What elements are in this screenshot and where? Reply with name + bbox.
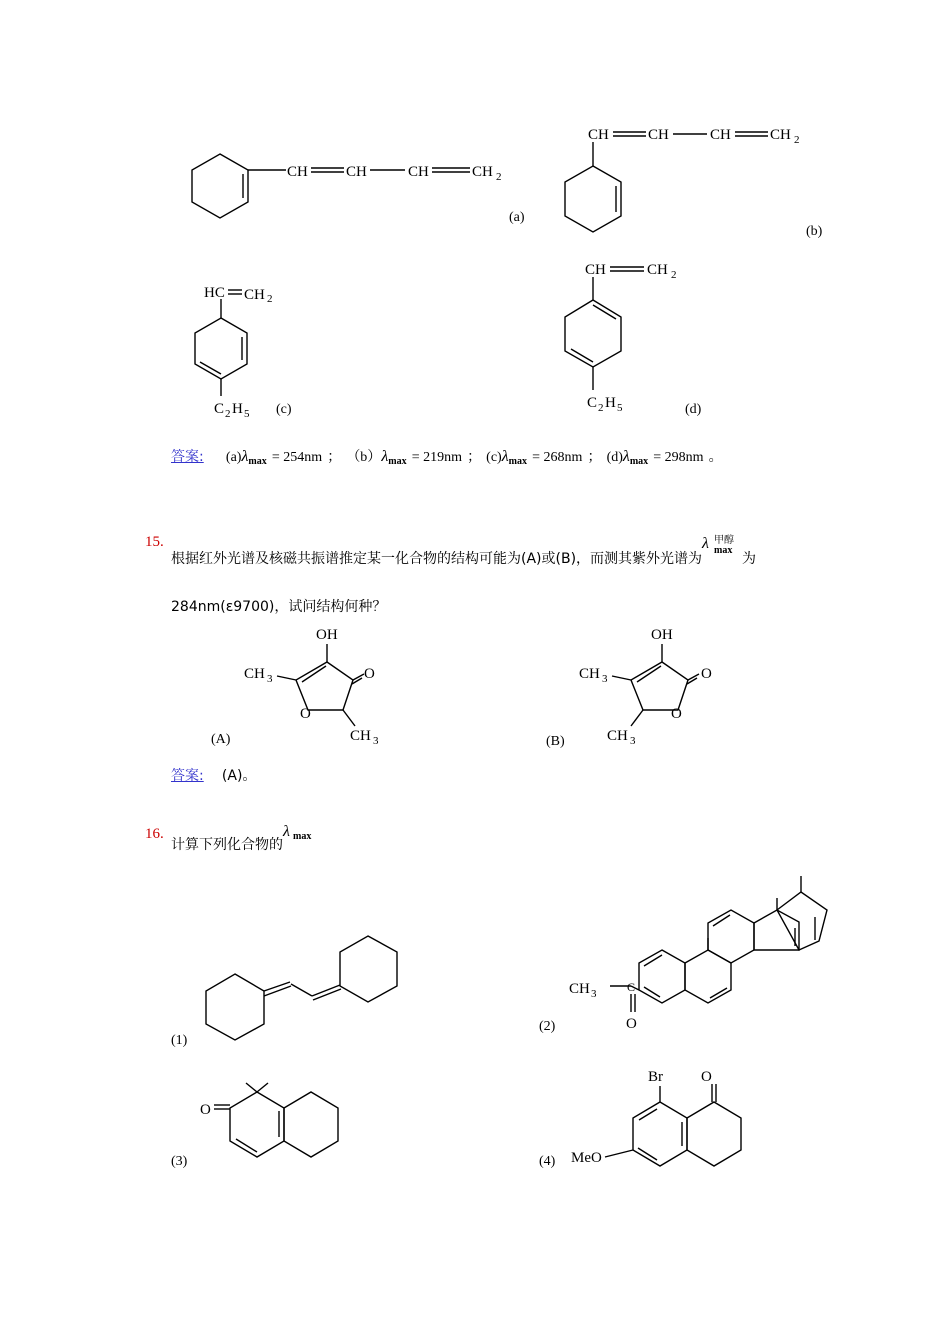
question-number-15: 15. [145, 534, 164, 550]
svg-text:3: 3 [630, 735, 636, 747]
structure-c [190, 280, 300, 420]
svg-text:2: 2 [671, 269, 677, 281]
svg-text:OH: OH [316, 627, 338, 643]
svg-text:CH: CH [648, 127, 669, 143]
svg-text:C: C [214, 401, 225, 417]
svg-text:CH: CH [710, 127, 731, 143]
structure-b [560, 120, 823, 240]
svg-text:CH: CH [607, 728, 628, 744]
svg-text:CH: CH [579, 666, 600, 682]
svg-text:C: C [627, 980, 636, 994]
svg-text:2: 2 [225, 408, 231, 420]
svg-text:CH: CH [472, 164, 493, 180]
svg-text:O: O [701, 1069, 712, 1085]
svg-text:2: 2 [496, 171, 502, 183]
svg-text:H: H [232, 401, 243, 417]
svg-text:2: 2 [598, 402, 604, 414]
chain-a-text: CH [287, 164, 308, 180]
svg-text:CH: CH [408, 164, 429, 180]
structure-3 [200, 1085, 350, 1165]
svg-text:3: 3 [267, 673, 273, 685]
svg-text:3: 3 [373, 735, 379, 747]
structure-B [575, 622, 735, 752]
structure-A [240, 622, 400, 752]
label-d: (d) [685, 402, 702, 417]
carbonyl-O-A: O [364, 666, 375, 682]
label-B: (B) [546, 734, 565, 749]
question-number-16: 16. [145, 826, 164, 842]
svg-text:OH: OH [651, 627, 673, 643]
structure-4 [565, 1062, 755, 1172]
structure-1 [200, 930, 410, 1045]
question-text-15: 根据红外光谱及核磁共振谱推定某一化合物的结构可能为(A)或(B)，而测其紫外光谱为 λ 甲醇 max 为 [171, 535, 757, 567]
svg-text:5: 5 [617, 402, 623, 414]
svg-text:CH: CH [647, 262, 668, 278]
svg-text:CH: CH [244, 287, 265, 303]
svg-text:H: H [605, 395, 616, 411]
structure-d [555, 255, 695, 425]
structure-a [190, 150, 520, 230]
svg-text:CH: CH [569, 981, 590, 997]
label-2: (2) [539, 1019, 556, 1034]
svg-text:3: 3 [591, 988, 597, 1000]
label-c: (c) [276, 402, 292, 417]
answer-link-15[interactable]: 答案: [171, 768, 204, 784]
svg-text:HC: HC [204, 285, 225, 301]
svg-text:Br: Br [648, 1069, 663, 1085]
svg-text:O: O [671, 706, 682, 722]
label-3: (3) [171, 1154, 188, 1169]
label-4: (4) [539, 1154, 556, 1169]
answer-link-14[interactable]: 答案: [171, 449, 204, 465]
svg-text:3: 3 [602, 673, 608, 685]
svg-text:5: 5 [244, 408, 250, 420]
svg-text:C: C [587, 395, 598, 411]
svg-text:O: O [300, 706, 311, 722]
svg-text:CH: CH [350, 728, 371, 744]
svg-text:O: O [626, 1016, 637, 1032]
svg-text:O: O [200, 1102, 211, 1118]
svg-text:CH: CH [588, 127, 609, 143]
label-1: (1) [171, 1033, 188, 1048]
svg-text:O: O [701, 666, 712, 682]
svg-text:2: 2 [267, 293, 273, 305]
label-b: (b) [806, 224, 823, 239]
svg-text:CH: CH [770, 127, 791, 143]
question-text-15-line2: 284nm(ε9700)，试问结构何种？ [171, 599, 387, 615]
question-text-16: 计算下列化合物的 λ max [171, 823, 312, 853]
answer-line-15: 答案: (A)。 [171, 768, 257, 784]
svg-text:CH: CH [585, 262, 606, 278]
answer-line-14: 答案: $(a)\lambda_{max} = 254nm$ ； $(b)\lambda_{max} = 219nm$ ； $(c)\lambda_{max} = 268nm$ ； $(d)\lambda_{max} = 298nm$ 。 [171, 448, 723, 467]
label-a: (a) [509, 210, 525, 225]
structure-2 [565, 862, 845, 1042]
label-A: (A) [211, 732, 231, 747]
svg-text:2: 2 [794, 134, 800, 146]
svg-text:MeO: MeO [571, 1150, 602, 1166]
svg-text:CH: CH [244, 666, 265, 682]
svg-text:CH: CH [346, 164, 367, 180]
